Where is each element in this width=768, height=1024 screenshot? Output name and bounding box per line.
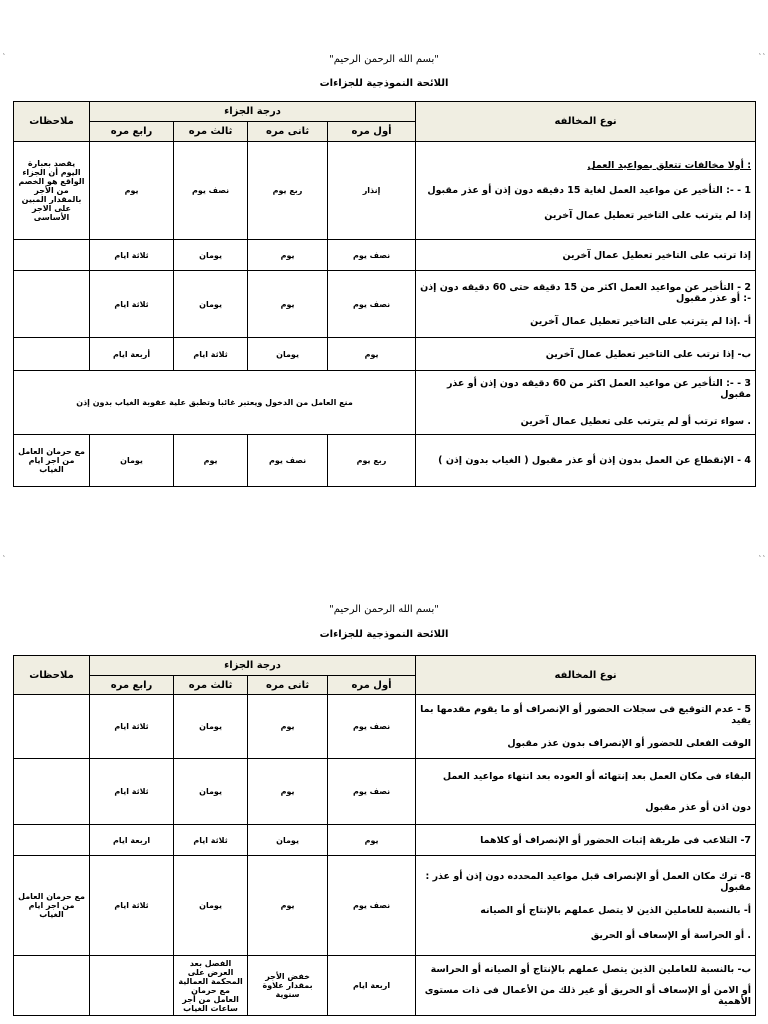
header-first: أول مره: [328, 676, 416, 695]
violation-cell: [416, 695, 756, 759]
violation-line: 4 - الإنقطاع عن العمل بدون إذن أو عذر مقبول ( الغياب بدون إذن ): [438, 455, 752, 466]
violation-cell: [416, 759, 756, 825]
penalty-third: الفصل بعد العرض على المحكمة العمالية مع حرمان العامل من أجر ساعات الغياب: [174, 956, 248, 1016]
note-cell: [14, 825, 90, 856]
violation-line: 5 - عدم التوقيع فى سجلات الحضور أو الإنصراف أو ما يقوم مقدمها بما يفيد: [420, 704, 752, 726]
penalty-fourth: يوم: [90, 142, 174, 240]
violation-cell: [416, 435, 756, 487]
header-second: ثانى مره: [248, 676, 328, 695]
header-second: ثانى مره: [248, 122, 328, 142]
penalty-second: يومان: [248, 338, 328, 371]
header-fourth: رابع مره: [90, 122, 174, 142]
table-row: [14, 956, 756, 1016]
penalty-second: يومان: [248, 825, 328, 856]
note-cell: يقصد بعبارة اليوم أن الجزاء الواقع هو الخصم من الأجر بالمقدار المبين على الاجر الأساسى: [14, 142, 90, 240]
penalty-first: نصف يوم: [328, 759, 416, 825]
violation-cell: [416, 825, 756, 856]
violation-cell: [416, 271, 756, 338]
penalty-fourth: ثلاثة ايام: [90, 695, 174, 759]
table-row: [14, 271, 756, 338]
violation-line: ب- بالنسبة للعاملين الذين يتصل عملهم بالإنتاج أو الصيانه أو الحراسة: [430, 964, 752, 975]
penalty-third: نصف يوم: [174, 142, 248, 240]
header-fourth: رابع مره: [90, 676, 174, 695]
corner-mark: ˛˛: [758, 46, 766, 55]
table-row: [14, 240, 756, 271]
penalty-fourth: ثلاثة ايام: [90, 759, 174, 825]
penalty-first: يوم: [328, 338, 416, 371]
table-row: [14, 338, 756, 371]
violation-line: 7- التلاعب فى طريقة إثبات الحضور أو الإنصراف أو كلاهما: [480, 834, 752, 846]
header-penalty-degree: درجة الجزاء: [90, 656, 416, 676]
penalty-first: نصف يوم: [328, 271, 416, 338]
penalty-fourth: ثلاثة ايام: [90, 856, 174, 956]
header-third: ثالث مره: [174, 676, 248, 695]
penalty-first: نصف يوم: [328, 240, 416, 271]
header-first: أول مره: [328, 122, 416, 142]
corner-mark: ˛: [2, 46, 6, 55]
penalty-third: ثلاثة ايام: [174, 825, 248, 856]
violation-line: إذا لم يترتب على التاخير تعطيل عمال آخرين: [544, 210, 752, 221]
violation-line: أ- .إذا لم يترتب على التاخير تعطيل عمال آخرين: [530, 315, 752, 327]
penalty-third: يومان: [174, 271, 248, 338]
note-cell: مع حرمان العامل من اجر ايام الغياب: [14, 856, 90, 956]
section-title: : أولا مخالفات تتعلق بمواعيد العمل: [587, 160, 752, 171]
violation-line: 2 - التأخير عن مواعيد العمل اكثر من 15 دقيقه حتى 60 دقيقه دون إذن -: أو عذر مقبول: [420, 281, 752, 304]
violation-line: أ- بالنسبة للعاملين الذين لا يتصل عملهم بالإنتاج أو الصيانه: [480, 904, 752, 916]
header-penalty-degree: درجة الجزاء: [90, 102, 416, 122]
violation-cell: [416, 856, 756, 956]
note-cell: مع حرمان العامل من اجر ايام الغياب: [14, 435, 90, 487]
bismillah: "بسم الله الرحمن الرحيم": [329, 54, 439, 65]
corner-mark: ˛˛: [758, 548, 766, 557]
header-notes: ملاحظات: [14, 656, 90, 695]
violation-line: 8- ترك مكان العمل أو الإنصراف قبل مواعيد المحدده دون إذن أو عذر : مقبول: [425, 870, 752, 893]
violation-line: البقاء فى مكان العمل بعد إنتهائه أو العوده بعد انتهاء مواعيد العمل: [442, 770, 752, 782]
note-cell: [14, 271, 90, 338]
penalty-second: يوم: [248, 759, 328, 825]
header-third: ثالث مره: [174, 122, 248, 142]
violation-line: . أو الحراسة أو الإسعاف أو الحريق: [590, 929, 752, 941]
penalty-second: يوم: [248, 271, 328, 338]
table-row: [14, 695, 756, 759]
penalty-fourth: ثلاثة ايام: [90, 240, 174, 271]
penalty-first: نصف يوم: [328, 695, 416, 759]
penalties-table-1: [13, 101, 756, 487]
violation-line: . سواء ترتب أو لم يترتب على تعطيل عمال آخرين: [520, 416, 752, 427]
violation-line: دون اذن أو عذر مقبول: [645, 801, 752, 813]
penalty-third: يومان: [174, 856, 248, 956]
table-row: [14, 435, 756, 487]
page-title: اللائحة النموذجية للجزاءات: [319, 629, 449, 640]
penalty-first: نصف يوم: [328, 856, 416, 956]
note-cell: [14, 759, 90, 825]
penalty-third: يوم: [174, 435, 248, 487]
penalty-second: نصف يوم: [248, 435, 328, 487]
penalty-fourth: اربعة ايام: [90, 825, 174, 856]
header-violation-type: نوع المخالفه: [416, 102, 756, 142]
note-cell: [14, 240, 90, 271]
penalty-first: يوم: [328, 825, 416, 856]
penalty-third: يومان: [174, 759, 248, 825]
penalty-third: يومان: [174, 240, 248, 271]
note-cell: [14, 956, 90, 1016]
header-notes: ملاحظات: [14, 102, 90, 142]
page-title: اللائحة النموذجية للجزاءات: [319, 78, 449, 89]
violation-cell: [416, 956, 756, 1016]
merged-penalty: منع العامل من الدخول ويعتبر غائبا وتطبق علية عقوبة الغياب بدون إذن: [14, 371, 416, 435]
penalty-second: خفض الأجر بمقدار علاوة سنوية: [248, 956, 328, 1016]
bismillah: "بسم الله الرحمن الرحيم": [329, 604, 439, 615]
penalty-first: ربع يوم: [328, 435, 416, 487]
table-row: [14, 856, 756, 956]
page-2: [0, 548, 768, 1024]
penalty-first: اربعة ايام: [328, 956, 416, 1016]
violation-line: إذا ترتب على التاخير تعطيل عمال آخرين: [562, 249, 752, 261]
violation-cell: [416, 371, 756, 435]
violation-line: 3 - -: التأخير عن مواعيد العمل اكثر من 60 دقيقه دون إذن أو عذر مقبول: [446, 378, 752, 400]
penalty-first: إنذار: [328, 142, 416, 240]
table-row: [14, 759, 756, 825]
penalty-second: يوم: [248, 695, 328, 759]
note-cell: [14, 695, 90, 759]
penalty-fourth: [90, 956, 174, 1016]
table-row: [14, 142, 756, 240]
penalty-second: يوم: [248, 856, 328, 956]
penalty-fourth: أربعة ايام: [90, 338, 174, 371]
violation-line: أو الامن أو الإسعاف أو الحريق أو غير ذلك من الأعمال فى ذات مستوى الأهمية: [424, 985, 752, 1007]
violation-line: الوقت الفعلى للحضور أو الإنصراف بدون عذر مقبول: [507, 738, 752, 749]
violation-line: 1 - -: التأخير عن مواعيد العمل لغاية 15 دقيقه دون إذن أو عذر مقبول: [427, 185, 752, 196]
violation-cell: [416, 338, 756, 371]
penalties-table-2: [13, 655, 756, 1016]
corner-mark: ˛: [2, 548, 6, 557]
violation-cell: [416, 240, 756, 271]
note-cell: [14, 338, 90, 371]
penalty-third: ثلاثة ايام: [174, 338, 248, 371]
penalty-fourth: يومان: [90, 435, 174, 487]
penalty-second: ربع يوم: [248, 142, 328, 240]
header-violation-type: نوع المخالفه: [416, 656, 756, 695]
penalty-third: يومان: [174, 695, 248, 759]
penalty-fourth: ثلاثة ايام: [90, 271, 174, 338]
violation-line: ب- إذا ترتب على التاخير تعطيل عمال آخرين: [545, 348, 752, 360]
violation-cell: [416, 142, 756, 240]
penalty-second: يوم: [248, 240, 328, 271]
table-row: [14, 371, 756, 435]
table-row: [14, 825, 756, 856]
